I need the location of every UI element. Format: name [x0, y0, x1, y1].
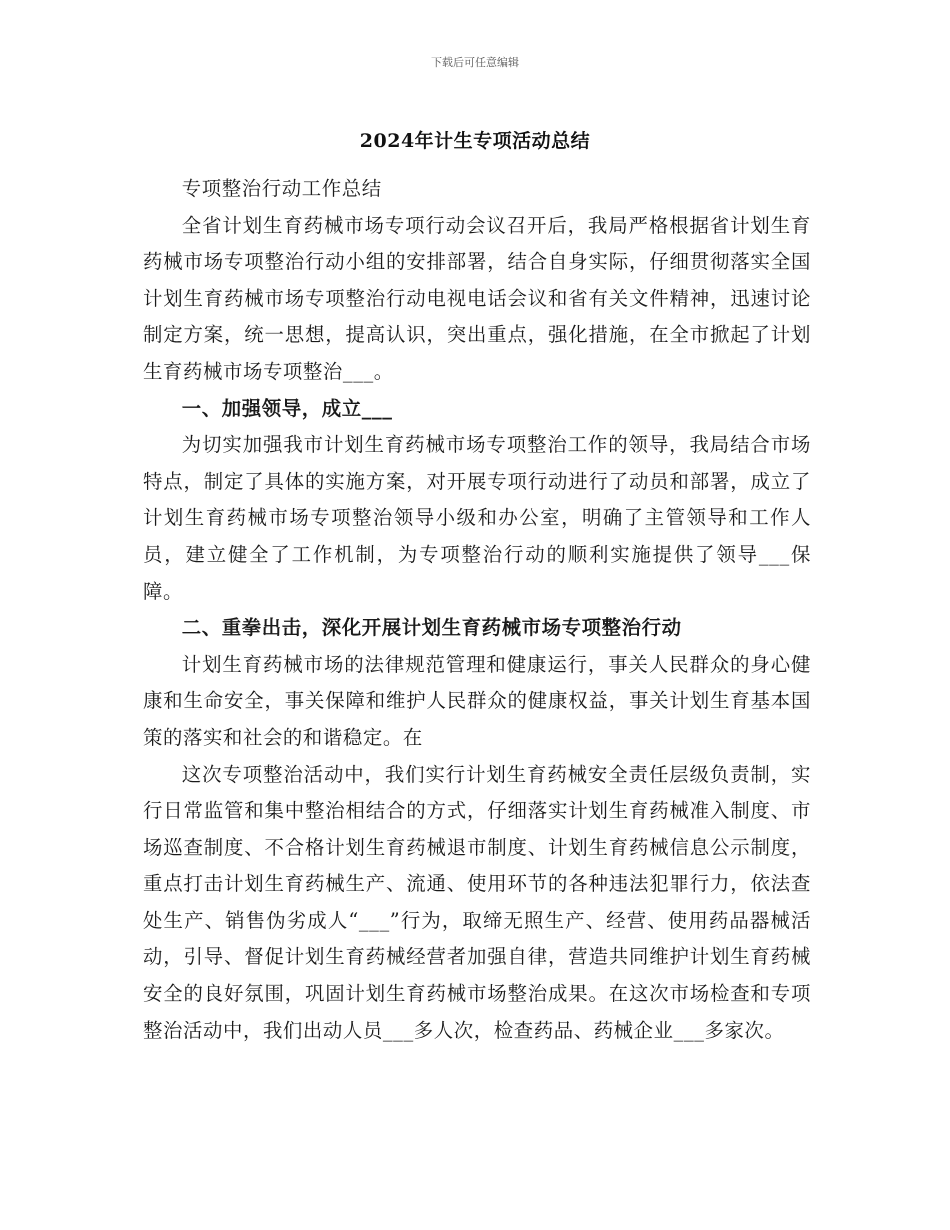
section-heading-1: 一、加强领导，成立___ [181, 396, 393, 420]
document-body [143, 171, 811, 1049]
paragraph-subtitle: 专项整治行动工作总结 [181, 177, 382, 200]
paragraph-section-2a: 计划生育药械市场的法律规范管理和健康运行，事关人民群众的身心健康和生命安全，事关保障和维护人民群众的健康权益，事关计划生育基本国策的落实和社会的和谐稳定。在 [143, 652, 811, 749]
paragraph-section-2b: 这次专项整治活动中，我们实行计划生育药械安全责任层级负责制，实行日常监管和集中整治相结合的方式，仔细落实计划生育药械准入制度、市场巡查制度、不合格计划生育药械退市制度、计划生育药械信息公示制度，重点打击计划生育药械生产、流通、使用环节的各种违法犯罪行力，依法查处生产、销售伪劣成人“___”行为，取缔无照生产、经营、使用药品器械活动，引导、督促计划生育药械经营者加强自律，营造共同维护计划生育药械安全的良好氛围，巩固计划生育药械市场整治成果。在这次市场检查和专项整治活动中，我们出动人员___多人次，检查药品、药械企业___多家次。 [143, 762, 811, 1042]
document-title: 2024年计生专项活动总结 [359, 130, 591, 152]
section-heading-2: 二、重拳出击，深化开展计划生育药械市场专项整治行动 [181, 616, 682, 640]
paragraph-intro: 全省计划生育药械市场专项行动会议召开后，我局严格根据省计划生育药械市场专项整治行动小组的安排部署，结合自身实际，仔细贯彻落实全国计划生育药械市场专项整治行动电视电话会议和省有关文件精神，迅速讨论制定方案，统一思想，提高认识，突出重点，强化措施，在全市掀起了计划生育药械市场专项整治___。 [143, 213, 811, 383]
header-note: 下载后可任意编辑 [431, 56, 519, 69]
paragraph-section-1: 为切实加强我市计划生育药械市场专项整治工作的领导，我局结合市场特点，制定了具体的实施方案，对开展专项行动进行了动员和部署，成立了计划生育药械市场专项整治领导小级和办公室，明确了主管领导和工作人员，建立健全了工作机制，为专项整治行动的顺利实施提供了领导___保障。 [143, 433, 811, 603]
